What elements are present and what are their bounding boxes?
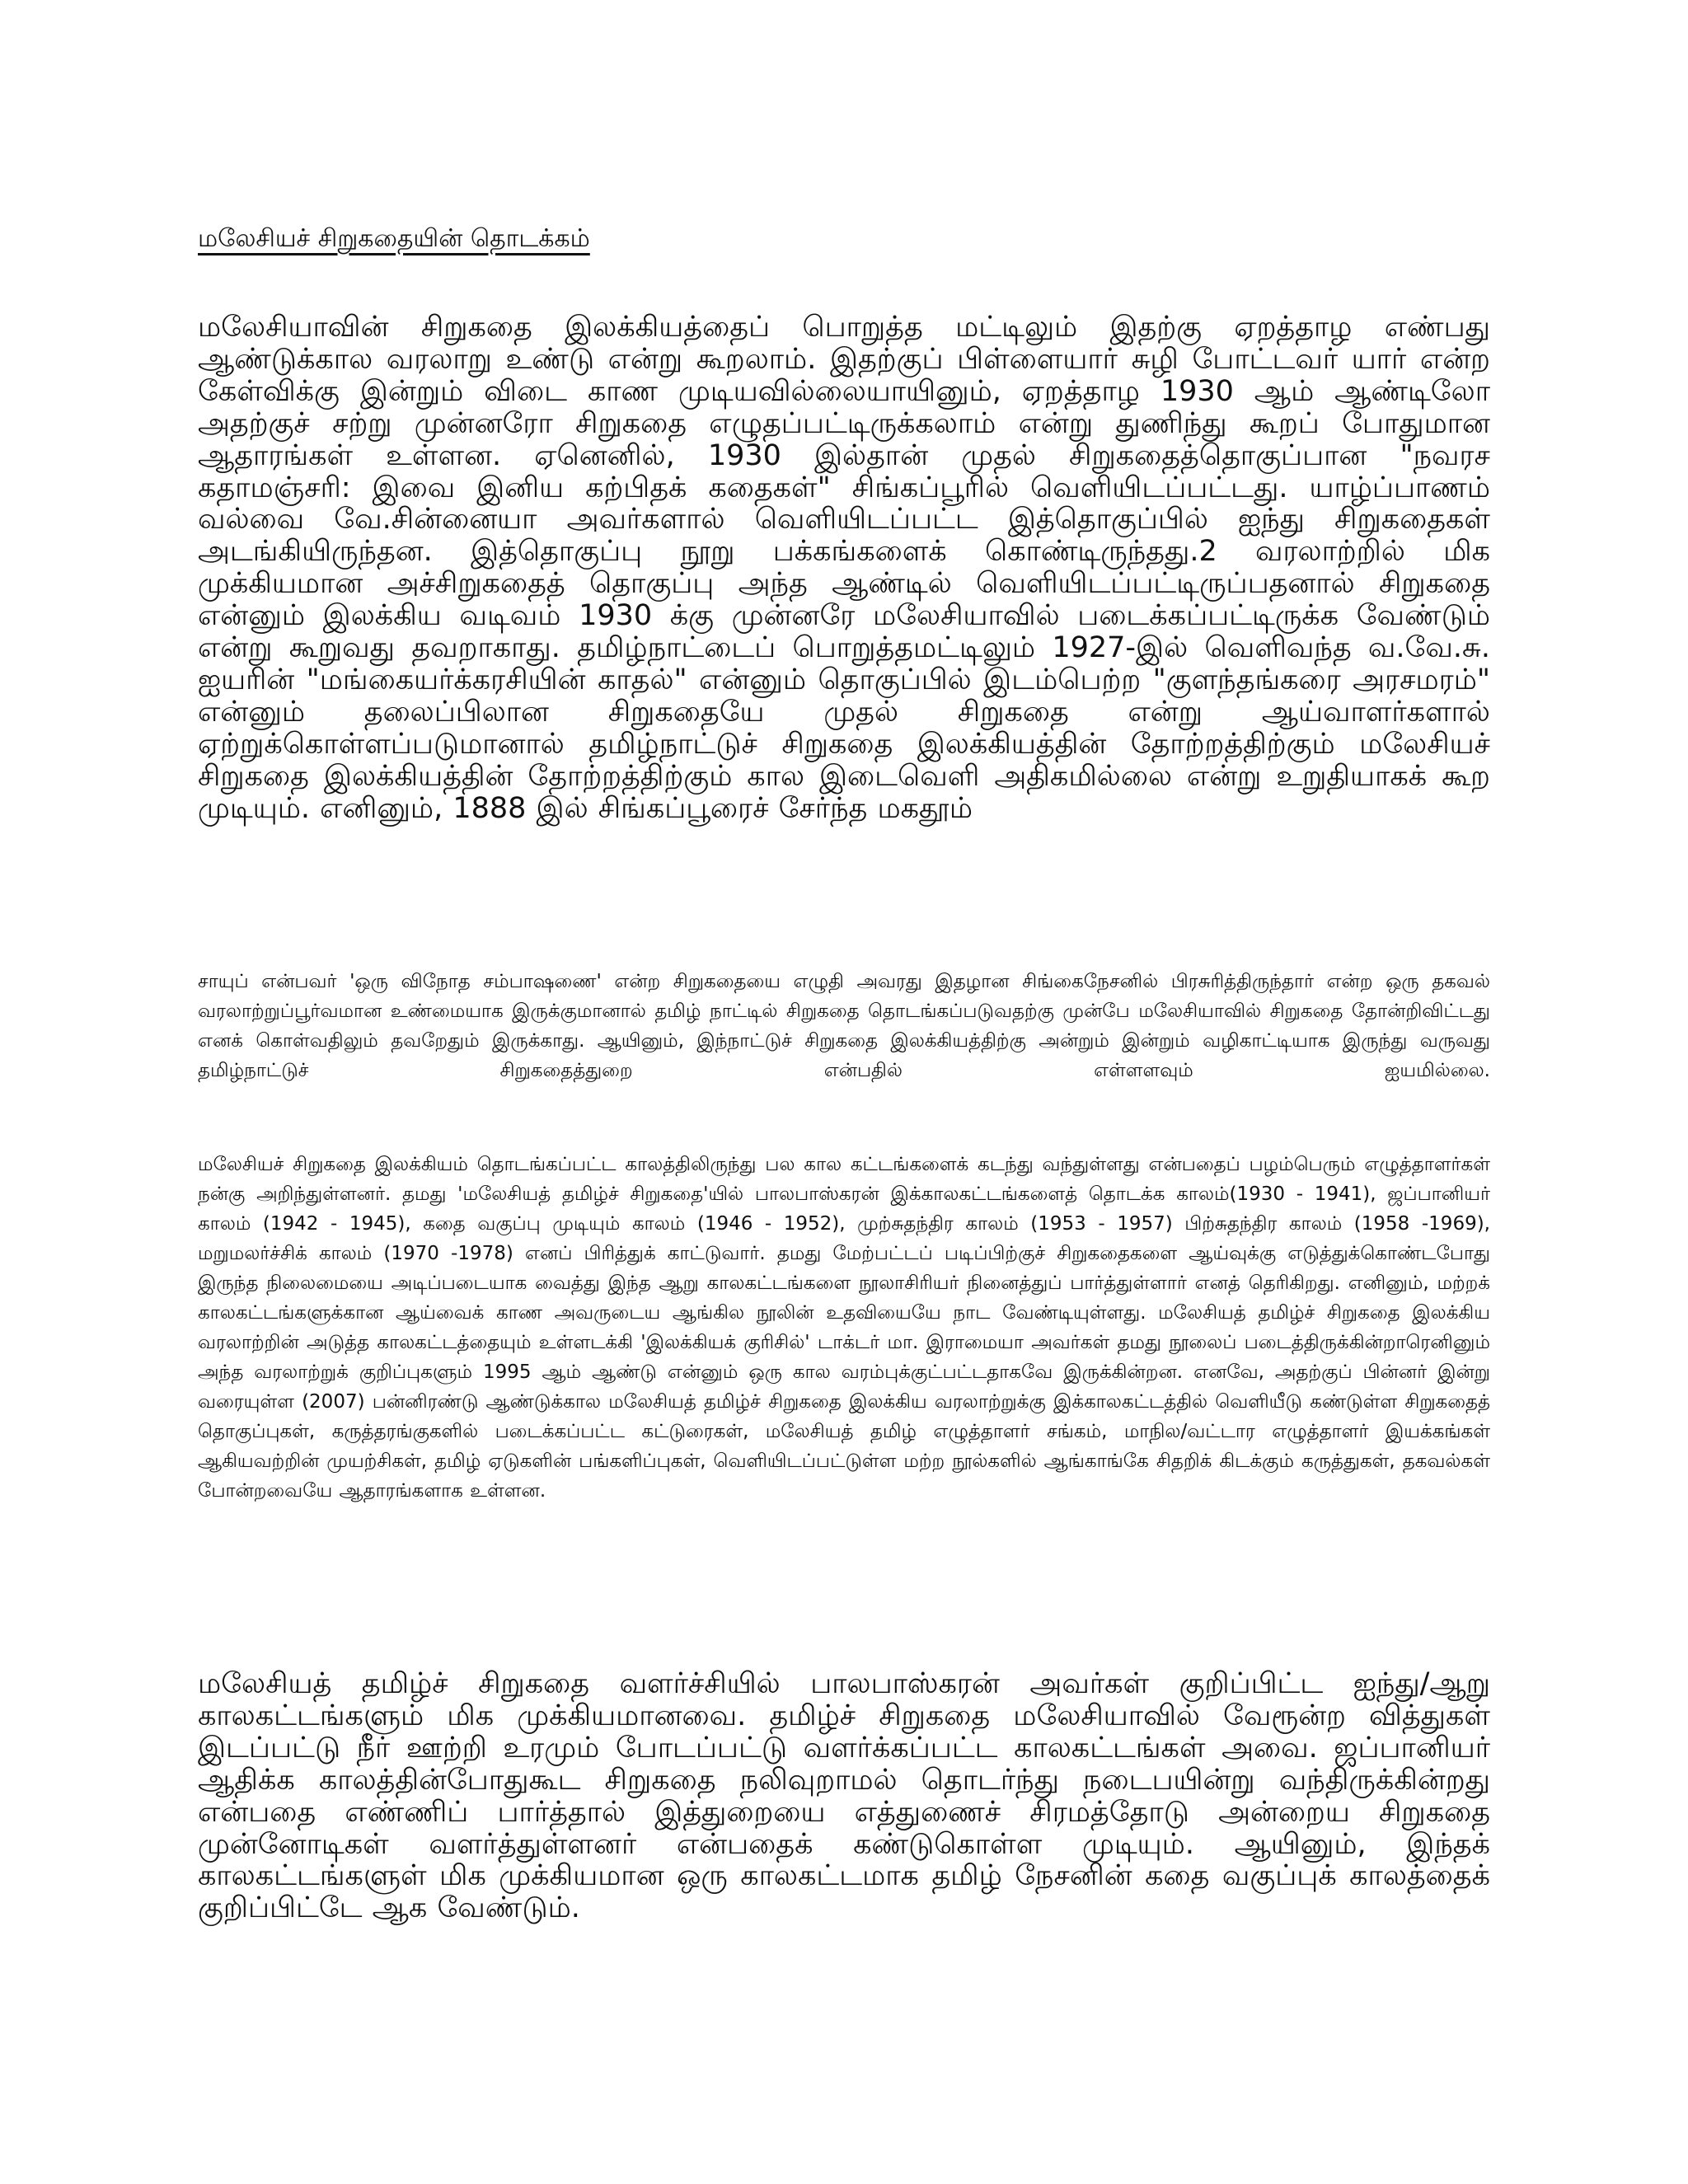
paragraph-development: மலேசியத் தமிழ்ச் சிறுகதை வளர்ச்சியில் பாலபாஸ்கரன் அவர்கள் குறிப்பிட்ட ஐந்து/ஆறு காலகட்டங்களும் மிக முக்கியமானவை. தமிழ்ச் சிறுகதை மலேசியாவில் வேரூன்ற வித்துகள் இடப்பட்டு நீர் ஊற்றி உரமும் போடப்பட்டு வளர்க்கப்பட்ட காலகட்டங்கள் அவை. ஜப்பானியர் ஆதிக்க காலத்தின்போதுகூட சிறுகதை நலிவுறாமல் தொடர்ந்து நடைபயின்று வந்திருக்கின்றது என்பதை எண்ணிப் பார்த்தால் இத்துறையை எத்துணைச் சிரமத்தோடு அன்றைய சிறுகதை முன்னோடிகள் வளர்த்துள்ளனர் என்பதைக் கண்டுகொள்ள முடியும். ஆயினும், இந்தக் காலகட்டங்களுள் மிக முக்கியமான ஒரு காலகட்டமாக தமிழ் நேசனின் கதை வகுப்புக் காலத்தைக் குறிப்பிட்டே ஆக வேண்டும். <box>198 1667 1490 1925</box>
paragraph-origins: மலேசியாவின் சிறுகதை இலக்கியத்தைப் பொறுத்த மட்டிலும் இதற்கு ஏறத்தாழ எண்பது ஆண்டுக்கால வரலாறு உண்டு என்று கூறலாம். இதற்குப் பிள்ளையார் சுழி போட்டவர் யார் என்ற கேள்விக்கு இன்றும் விடை காண முடியவில்லையாயினும், ஏறத்தாழ 1930 ஆம் ஆண்டிலோ அதற்குச் சற்று முன்னரோ சிறுகதை எழுதப்பட்டிருக்கலாம் என்று துணிந்து கூறப் போதுமான ஆதாரங்கள் உள்ளன. ஏனெனில், 1930 இல்தான் முதல் சிறுகதைத்தொகுப்பான "நவரச கதாமஞ்சரி: இவை இனிய கற்பிதக் கதைகள்" சிங்கப்பூரில் வெளியிடப்பட்டது. யாழ்ப்பாணம் வல்வை வே.சின்னையா அவர்களால் வெளியிடப்பட்ட இத்தொகுப்பில் ஐந்து சிறுகதைகள் அடங்கியிருந்தன. இத்தொகுப்பு நூறு பக்கங்களைக் கொண்டிருந்தது.2 வரலாற்றில் மிக முக்கியமான அச்சிறுகதைத் தொகுப்பு அந்த ஆண்டில் வெளியிடப்பட்டிருப்பதனால் சிறுகதை என்னும் இலக்கிய வடிவம் 1930 க்கு முன்னரே மலேசியாவில் படைக்கப்பட்டிருக்க வேண்டும் என்று கூறுவது தவறாகாது. தமிழ்நாட்டைப் பொறுத்தமட்டிலும் 1927-இல் வெளிவந்த வ.வே.சு. ஐயரின் "மங்கையர்க்கரசியின் காதல்" என்னும் தொகுப்பில் இடம்பெற்ற "குளந்தங்கரை அரசமரம்" என்னும் தலைப்பிலான சிறுகதையே முதல் சிறுகதை என்று ஆய்வாளர்களால் ஏற்றுக்கொள்ளப்படுமானால் தமிழ்நாட்டுச் சிறுகதை இலக்கியத்தின் தோற்றத்திற்கும் மலேசியச் சிறுகதை இலக்கியத்தின் தோற்றத்திற்கும் கால இடைவெளி அதிகமில்லை என்று உறுதியாகக் கூற முடியும். எனினும், 1888 இல் சிங்கப்பூரைச் சேர்ந்த மகதூம் <box>198 311 1490 825</box>
paragraph-origins-continued: சாயுப் என்பவர் 'ஒரு விநோத சம்பாஷணை' என்ற சிறுகதையை எழுதி அவரது இதழான சிங்கைநேசனில் பிரசுரித்திருந்தார் என்ற ஒரு தகவல் வரலாற்றுப்பூர்வமான உண்மையாக இருக்குமானால் தமிழ் நாட்டில் சிறுகதை தொடங்கப்படுவதற்கு முன்பே மலேசியாவில் சிறுகதை தோன்றிவிட்டது எனக் கொள்வதிலும் தவறேதும் இருக்காது. ஆயினும், இந்நாட்டுச் சிறுகதை இலக்கியத்திற்கு அன்றும் இன்றும் வழிகாட்டியாக இருந்து வருவது தமிழ்நாட்டுச் சிறுகதைத்துறை என்பதில் எள்ளளவும் ஐயமில்லை. <box>198 971 1490 1081</box>
paragraph-periods: மலேசியச் சிறுகதை இலக்கியம் தொடங்கப்பட்ட காலத்திலிருந்து பல கால கட்டங்களைக் கடந்து வந்துள்ளது என்பதைப் பழம்பெரும் எழுத்தாளர்கள் நன்கு அறிந்துள்ளனர். தமது 'மலேசியத் தமிழ்ச் சிறுகதை'யில் பாலபாஸ்கரன் இக்காலகட்டங்களைத் தொடக்க காலம்(1930 - 1941), ஜப்பானியர் காலம் (1942 - 1945), கதை வகுப்பு முடியும் காலம் (1946 - 1952), முற்சுதந்திர காலம் (1953 - 1957) பிற்சுதந்திர காலம் (1958 -1969), மறுமலர்ச்சிக் காலம் (1970 -1978) எனப் பிரித்துக் காட்டுவார். தமது மேற்பட்டப் படிப்பிற்குச் சிறுகதைகளை ஆய்வுக்கு எடுத்துக்கொண்டபோது இருந்த நிலைமையை அடிப்படையாக வைத்து இந்த ஆறு காலகட்டங்களை நூலாசிரியர் நினைத்துப் பார்த்துள்ளார் எனத் தெரிகிறது. எனினும், மற்றக் காலகட்டங்களுக்கான ஆய்வைக் காண அவருடைய ஆங்கில நூலின் உதவியையே நாட வேண்டியுள்ளது. மலேசியத் தமிழ்ச் சிறுகதை இலக்கிய வரலாற்றின் அடுத்த காலகட்டத்தையும் உள்ளடக்கி 'இலக்கியக் குரிசில்' டாக்டர் மா. இராமையா அவர்கள் தமது நூலைப் படைத்திருக்கின்றாரெனினும் அந்த வரலாற்றுக் குறிப்புகளும் 1995 ஆம் ஆண்டு என்னும் ஒரு கால வரம்புக்குட்பட்டதாகவே இருக்கின்றன. எனவே, அதற்குப் பின்னர் இன்று வரையுள்ள (2007) பன்னிரண்டு ஆண்டுக்கால மலேசியத் தமிழ்ச் சிறுகதை இலக்கிய வரலாற்றுக்கு இக்காலகட்டத்தில் வெளியீடு கண்டுள்ள சிறுகதைத் தொகுப்புகள், கருத்தரங்குகளில் படைக்கப்பட்ட கட்டுரைகள், மலேசியத் தமிழ் எழுத்தாளர் சங்கம், மாநில/வட்டார எழுத்தாளர் இயக்கங்கள் ஆகியவற்றின் முயற்சிகள், தமிழ் ஏடுகளின் பங்களிப்புகள், வெளியிடப்பட்டுள்ள மற்ற நூல்களில் ஆங்காங்கே சிதறிக் கிடக்கும் கருத்துகள், தகவல்கள் போன்றவையே ஆதாரங்களாக உள்ளன. <box>198 1154 1490 1502</box>
document-title: மலேசியச் சிறுகதையின் தொடக்கம் <box>198 224 590 253</box>
